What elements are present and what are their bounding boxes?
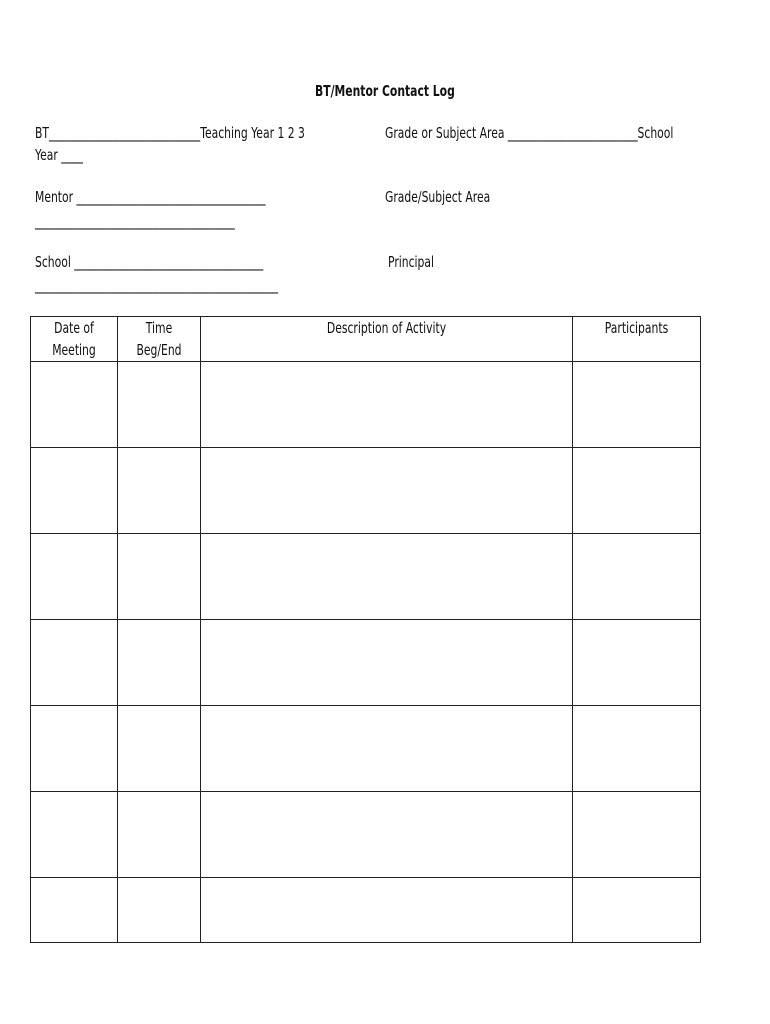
description-cell[interactable] xyxy=(201,706,573,792)
mentor-field-continuation[interactable]: _____________________________________ xyxy=(35,212,235,230)
date-cell[interactable] xyxy=(31,706,118,792)
time-cell[interactable] xyxy=(118,534,201,620)
description-cell[interactable] xyxy=(201,620,573,706)
participants-cell[interactable] xyxy=(573,362,701,448)
mentor-field[interactable]: Mentor ___________________________________ xyxy=(35,188,266,206)
header-date-of-meeting: Date of Meeting xyxy=(31,317,118,362)
table-row xyxy=(31,706,701,792)
table-header-row xyxy=(31,317,701,362)
description-cell[interactable] xyxy=(201,448,573,534)
participants-cell[interactable] xyxy=(573,706,701,792)
participants-cell[interactable] xyxy=(573,534,701,620)
grade-subject-field[interactable]: Grade or Subject Area ________________________School xyxy=(385,124,674,142)
time-cell[interactable] xyxy=(118,706,201,792)
grade-subject-area-label: Grade/Subject Area xyxy=(385,188,491,206)
participants-cell[interactable] xyxy=(573,448,701,534)
time-cell[interactable] xyxy=(118,792,201,878)
time-cell[interactable] xyxy=(118,878,201,943)
principal-label: Principal xyxy=(388,253,435,271)
school-field-continuation[interactable]: _____________________________________________ xyxy=(35,276,278,294)
header-description: Description of Activity xyxy=(201,317,573,362)
date-cell[interactable] xyxy=(31,362,118,448)
table-row xyxy=(31,620,701,706)
table-row xyxy=(31,534,701,620)
school-year-field[interactable]: Year ____ xyxy=(35,146,83,164)
date-cell[interactable] xyxy=(31,448,118,534)
description-cell[interactable] xyxy=(201,792,573,878)
school-field[interactable]: School ___________________________________ xyxy=(35,253,264,271)
participants-cell[interactable] xyxy=(573,878,701,943)
participants-cell[interactable] xyxy=(573,620,701,706)
date-cell[interactable] xyxy=(31,792,118,878)
description-cell[interactable] xyxy=(201,534,573,620)
description-cell[interactable] xyxy=(201,878,573,943)
time-cell[interactable] xyxy=(118,448,201,534)
participants-cell[interactable] xyxy=(573,792,701,878)
header-time: Time Beg/End xyxy=(118,317,201,362)
time-cell[interactable] xyxy=(118,620,201,706)
table-row xyxy=(31,792,701,878)
date-cell[interactable] xyxy=(31,878,118,943)
table-row xyxy=(31,362,701,448)
date-cell[interactable] xyxy=(31,534,118,620)
header-participants: Participants xyxy=(573,317,701,362)
date-cell[interactable] xyxy=(31,620,118,706)
description-cell[interactable] xyxy=(201,362,573,448)
contact-log-table xyxy=(30,316,701,943)
table-row xyxy=(31,448,701,534)
time-cell[interactable] xyxy=(118,362,201,448)
bt-field[interactable]: BT____________________________Teaching Year 1 2 3 xyxy=(35,124,305,142)
page-title: BT/Mentor Contact Log xyxy=(315,82,455,100)
table-row xyxy=(31,878,701,943)
